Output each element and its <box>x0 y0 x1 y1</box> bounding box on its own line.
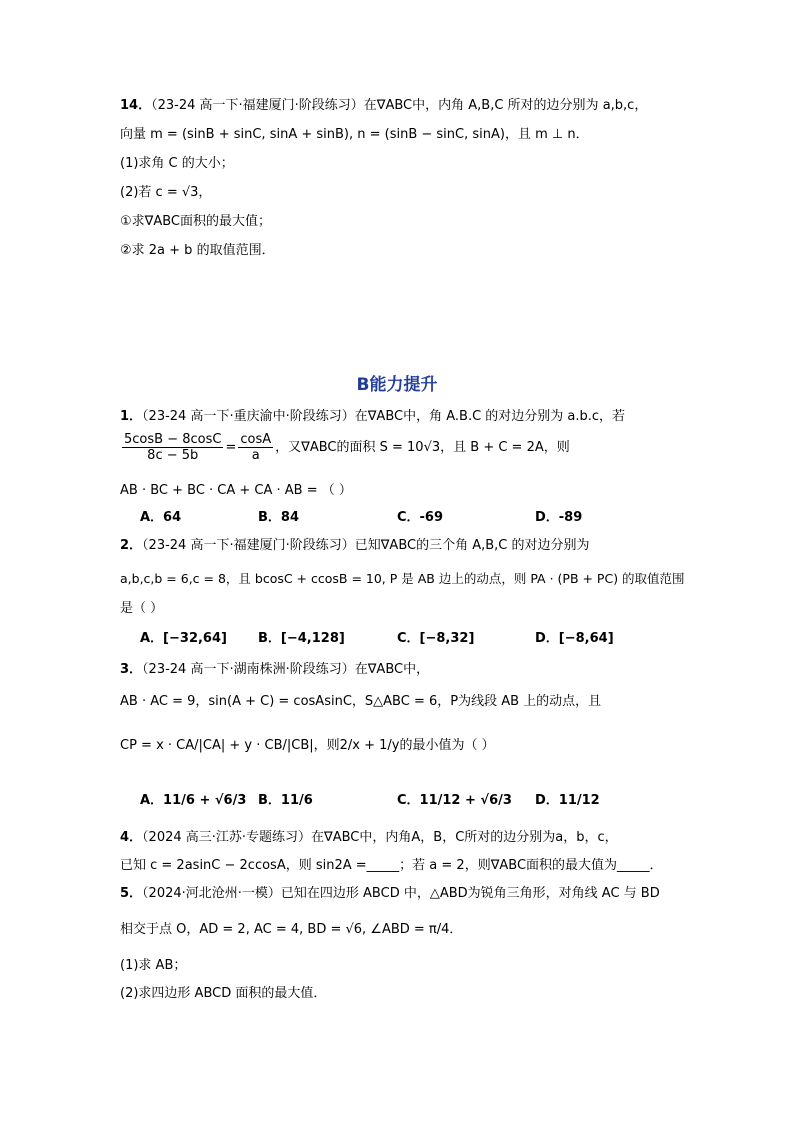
q1-stem2: ，又∇ABC的面积 S = 10√3，且 B + C = 2A，则 <box>275 440 570 455</box>
q2-source: （23-24 高一下·福建厦门·阶段练习） <box>142 538 355 553</box>
q1-stem3: AB · BC + BC · CA + CA · AB = （ ） <box>120 483 352 498</box>
q14-line1 <box>120 97 647 115</box>
q2-option-c[interactable]: C．[−8,32] <box>397 631 475 646</box>
q2-stem3: 是（ ） <box>120 601 164 616</box>
q4-number: 4． <box>120 830 143 845</box>
q5-part1: (1)求 AB； <box>120 958 187 973</box>
q14-stem2: 向量 m = (sinB + sinC, sinA + sinB), n = (sinB − sinC, sinA)，且 m ⊥ n． <box>120 127 589 142</box>
q14-stem1: 在∇ABC中，内角 A,B,C 所对的边分别为 a,b,c， <box>363 98 648 113</box>
q2-option-d[interactable]: D．[−8,64] <box>535 631 614 646</box>
q4-line1 <box>120 829 618 847</box>
q1-fraction-right <box>238 432 273 463</box>
q14-part1: (1)求角 C 的大小； <box>120 156 234 171</box>
q3-source: （23-24 高一下·湖南株洲·阶段练习） <box>142 662 355 677</box>
q1-frac2-num: cosA <box>240 432 272 447</box>
q14-number: 14． <box>120 98 152 113</box>
q5-stem1: 已知在四边形 ABCD 中，△ABD为锐角三角形，对角线 AC 与 BD <box>280 886 660 901</box>
q3-number: 3． <box>120 662 143 677</box>
q5-source: （2024·河北沧州·一模） <box>142 886 281 901</box>
q3-stem1: 在∇ABC中， <box>354 662 430 677</box>
q1-option-d[interactable]: D．-89 <box>535 510 583 525</box>
q3-stem2: AB · AC = 9，sin(A + C) = cosAsinC，S△ABC = 6，P为线段 AB 上的动点，且 <box>120 694 602 709</box>
q3-stem3a: CP = x · CA/|CA| + y · CB/|CB|，则 <box>120 738 340 753</box>
q1-option-b[interactable]: B．84 <box>258 510 299 525</box>
q1-frac1-num: 5cosB − 8cosC <box>124 432 222 447</box>
q2-stem1: 已知∇ABC的三个角 A,B,C 的对边分别为 <box>354 538 590 553</box>
q3-stem3b: 的最小值为（ ） <box>399 738 495 753</box>
q5-stem2: 相交于点 O，AD = 2, AC = 4, BD = √6, ∠ABD = π/4． <box>120 922 463 937</box>
q5-part2: (2)求四边形 ABCD 面积的最大值． <box>120 986 327 1001</box>
q3-option-d[interactable]: D．11/12 <box>535 793 600 808</box>
q3-expression: 2/x + 1/y <box>339 738 400 753</box>
q1-stem1: 在∇ABC中，角 A.B.C 的对边分别为 a.b.c，若 <box>354 409 626 424</box>
q1-frac1-den: 8c − 5b <box>147 448 199 463</box>
q14-sub2: ②求 2a + b 的取值范围． <box>120 243 275 258</box>
q3-option-c[interactable]: C．11/12 + √6/3 <box>397 793 512 808</box>
q5-line1 <box>120 885 660 903</box>
q3-line1 <box>120 661 429 679</box>
q2-stem2: a,b,c,b = 6,c = 8，且 bcosC + ccosB = 10, P 是 AB 边上的动点，则 PA · (PB + PC) 的取值范围 <box>120 571 685 586</box>
q2-option-a[interactable]: A．[−32,64] <box>140 631 227 646</box>
q1-fraction-left <box>122 432 223 463</box>
q4-source: （2024 高三·江苏·专题练习） <box>142 830 312 845</box>
q2-number: 2． <box>120 538 143 553</box>
q14-sub1: ①求∇ABC面积的最大值； <box>120 214 272 229</box>
section-heading: B能力提升 <box>356 375 438 395</box>
q3-option-a[interactable]: A．11/6 + √6/3 <box>140 793 247 808</box>
q1-source: （23-24 高一下·重庆渝中·阶段练习） <box>142 409 355 424</box>
q1-line1 <box>120 408 625 426</box>
q1-option-c[interactable]: C．-69 <box>397 510 444 525</box>
q4-stem2: 已知 c = 2asinC − 2ccosA，则 sin2A =_____；若 a = 2，则∇ABC面积的最大值为_____． <box>120 858 663 873</box>
q1-line2: $\frac{5\cos B - 8\cos C}{8c - 5b}$ = $\frac{\cos A}{a}$ ，又∇ABC的面积 S = 10√3，且 B + C = 2A，则 <box>124 432 570 463</box>
q3-line3 <box>120 737 495 755</box>
q4-stem1: 在∇ABC中，内角A，B，C所对的边分别为a，b，c， <box>311 830 618 845</box>
q14-source: （23-24 高一下·福建厦门·阶段练习） <box>151 98 364 113</box>
q3-option-b[interactable]: B．11/6 <box>258 793 313 808</box>
q2-line1 <box>120 537 590 555</box>
q5-number: 5． <box>120 886 143 901</box>
q1-option-a[interactable]: A．64 <box>140 510 182 525</box>
q14-part2: (2)若 c = √3， <box>120 185 212 200</box>
q1-number: 1． <box>120 409 143 424</box>
q1-frac2-den: a <box>251 448 260 463</box>
q2-option-b[interactable]: B．[−4,128] <box>258 631 345 646</box>
